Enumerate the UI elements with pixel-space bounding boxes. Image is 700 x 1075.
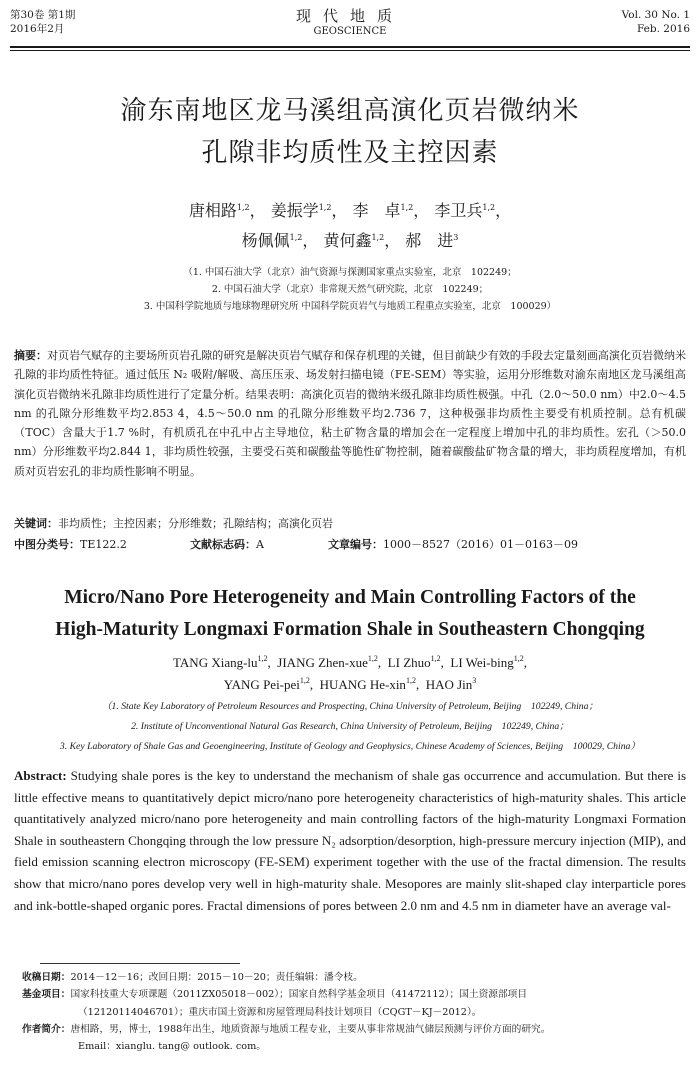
received-text: 2014－12－16；改回日期：2015－10－20；责任编辑：潘令枝。	[70, 972, 363, 983]
authors-en: TANG Xiang-lu$^{1,2}$, JIANG Zhen-xue$^{1,2}$, LI Zhuo$^{1,2}$, LI Wei-bing$^{1,2}$, YANG Pei-pei$^{1,2}$, HUANG He-xin$^{1,2}$, HAO Jin$^3$	[173, 654, 527, 692]
author-bio-text: 唐相路，男，博士，1988年出生，地质资源与地质工程专业，主要从事非常规油气储层预测与评价方面的研究。	[70, 1023, 551, 1035]
doc-code-label: 文献标志码：	[190, 538, 256, 551]
title-cn	[0, 90, 700, 174]
clc-label: 中图分类号：	[14, 538, 80, 551]
author-affil-mark: 1,2	[257, 654, 268, 663]
header-rule-thin	[10, 50, 690, 51]
authors-cn: 唐相路$^{1,2}$， 姜振学$^{1,2}$， 李 卓$^{1,2}$， 李卫兵$^{1,2}$， 杨佩佩$^{1,2}$， 黄何鑫$^{1,2}$， 郝 进$^3$	[188, 201, 512, 250]
clc-value: TE122.2	[80, 538, 127, 551]
author-cn: 姜振学	[270, 201, 319, 220]
author-en: TANG Xiang-lu	[173, 655, 258, 670]
classification-line	[14, 535, 686, 554]
author-affil-mark: 1,2	[299, 676, 310, 685]
header-rule-thick	[10, 46, 690, 48]
title-cn-line-1: 渝东南地区龙马溪组高演化页岩微纳米	[120, 96, 580, 126]
abstract-en-label: Abstract:	[14, 768, 67, 783]
fund-label: 基金项目：	[22, 989, 71, 1001]
author-affil-mark: 1,2	[236, 203, 250, 212]
affiliations-cn	[0, 264, 700, 315]
affiliation-cn: 2. 中国石油大学（北京）非常规天然气研究院，北京 102249；	[211, 284, 489, 295]
author-affil-mark: 1,2	[405, 676, 416, 685]
volume-issue-cn: 第30卷 第1期	[10, 9, 76, 21]
author-en: LI Zhuo	[387, 655, 431, 670]
author-cn: 杨佩佩	[241, 231, 290, 250]
author-affil-mark: 1,2	[400, 203, 414, 212]
volume-issue-en: Vol. 30 No. 1	[621, 9, 690, 21]
author-affil-mark: 1,2	[367, 654, 378, 663]
author-cn: 李卫兵	[434, 201, 483, 220]
received-label: 收稿日期：	[22, 972, 71, 983]
date-en: Feb. 2016	[636, 23, 690, 35]
author-cn: 李 卓	[352, 201, 401, 220]
author-en: HAO Jin	[425, 677, 473, 692]
footnotes	[22, 969, 682, 1055]
abstract-en	[14, 765, 686, 916]
fund-text-cont: （12120114046701）；重庆市国土资源和房屋管理局科技计划项目（CQGT－KJ－2012）。	[78, 1006, 482, 1018]
abstract-cn-text: 对页岩气赋存的主要场所页岩孔隙的研究是解决页岩气赋存和保存机理的关键，但目前缺少有效的手段去定量刻画高演化页岩微纳米孔隙的非均质性特征。通过低压 N₂ 吸附/解吸、高压压汞、场发射扫描电镜（FE-SEM）等实验，运用分形维数对渝东南地区龙马溪组高演化页岩微纳米孔隙非均质性进行了定量分析。结果表明：高演化页岩的微纳米级孔隙非均质性极强。中孔（2.0～50.0 nm）中2.0～4.5 nm 的孔隙分形维数平均2.853 4，4.5～50.0 nm 的孔隙分形维数平均2.736 7，这种极强非均质性主要受有机质控制。总有机碳（TOC）含量大于1.7 %时，有机质孔在中孔中占主导地位，粘土矿物含量的增加会在一定程度上增加中孔的非均质性。宏孔（＞50.0 nm）分形维数平均2.844 1，非均质性较强，主要受石英和碳酸盐等脆性矿物控制，随着碳酸盐矿物含量的增大，非均质程度增加，有机质对页岩宏孔的非均质性影响不明显。	[14, 349, 687, 478]
article-no-label: 文章编号：	[328, 538, 383, 551]
author-cn: 黄何鑫	[323, 231, 372, 250]
author-en: LI Wei-bing	[450, 655, 514, 670]
header-right	[622, 8, 690, 36]
abstract-cn-label: 摘要：	[14, 349, 48, 362]
affiliation-cn: 3. 中国科学院地质与地球物理研究所 中国科学院页岩气与地质工程重点实验室，北京 100029）	[143, 301, 557, 312]
author-affil-mark: 1,2	[289, 233, 303, 242]
date-cn: 2016年2月	[10, 23, 65, 35]
author-affil-mark: 3	[453, 233, 459, 242]
footnote-author	[22, 1021, 682, 1038]
author-affil-mark: 1,2	[482, 203, 496, 212]
article-no-value: 1000－8527（2016）01－0163－09	[383, 538, 578, 551]
journal-name-cn: 现代地质	[295, 7, 404, 25]
author-en: YANG Pei-pei	[223, 677, 300, 692]
footnote-received	[22, 969, 682, 986]
affiliation-en: 3. Key Laboratory of Shale Gas and Geoengineering, Institute of Geology and Geophysics, Chinese Academy of Sciences, Beijing 100029, China）	[59, 741, 641, 752]
affiliation-en: （1. State Key Laboratory of Petroleum Resources and Prospecting, China University of Petroleum, Beijing 102249, China；	[101, 701, 599, 712]
affiliation-cn: （1. 中国石油大学（北京）油气资源与探测国家重点实验室，北京 102249；	[183, 267, 517, 278]
keywords-label: 关键词：	[14, 517, 58, 530]
author-affil-mark: 1,2	[318, 203, 332, 212]
title-en-line-1: Micro/Nano Pore Heterogeneity and Main Controlling Factors of the	[64, 587, 636, 608]
author-en: JIANG Zhen-xue	[277, 655, 368, 670]
author-email: Email：xianglu. tang@ outlook. com。	[78, 1041, 266, 1053]
author-affil-mark: 1,2	[371, 233, 385, 242]
fund-text: 国家科技重大专项课题（2011ZX05018－002）；国家自然科学基金项目（41472112）；国土资源部项目	[70, 989, 528, 1001]
journal-name-en: GEOSCIENCE	[313, 26, 387, 37]
author-cn: 郝 进	[405, 231, 454, 250]
author-affil-mark: 1,2	[513, 654, 524, 663]
keywords-text: 非均质性；主控因素；分形维数；孔隙结构；高演化页岩	[58, 517, 333, 530]
abstract-cn	[14, 346, 686, 481]
footnote-rule	[40, 963, 240, 964]
title-en-line-2: High-Maturity Longmaxi Formation Shale in Southeastern Chongqing	[55, 619, 645, 640]
affiliations-en	[0, 697, 700, 757]
keywords-cn	[14, 514, 686, 533]
title-en	[0, 582, 700, 646]
footnote-fund	[22, 986, 682, 1003]
abstract-en-text: Studying shale pores is the key to understand the mechanism of shale gas occurrence and accumulation. But there is little effective means to quantitatively depict micro/nano pore heterogeneity characteristics of high-maturity shales. This article quantitatively analyzed micro/nano pore heterogeneity and main controlling factors of the high-maturity Longmaxi Formation Shale in southeastern Chongqing through the low pressure N₂ adsorption/desorption, high-pressure mercury injection (MIP), and field emission scanning electron microscopy (FE-SEM) experiment together with the use of the fractal dimension. The results show that micro/nano pores develop very well in high-maturity shale. Mesopores are mainly slit-shaped clay interparticle pores and ink-bottle-shaped organic pores. Fractal dimensions of pores between 2.0 nm and 4.5 nm in diameter have an average val-	[14, 768, 687, 913]
author-affil-mark: 3	[472, 676, 477, 685]
title-cn-line-2: 孔隙非均质性及主控因素	[201, 138, 499, 168]
author-bio-label: 作者简介：	[22, 1023, 71, 1035]
author-affil-mark: 1,2	[430, 654, 441, 663]
affiliation-en: 2. Institute of Unconventional Natural Gas Research, China University of Petroleum, Beijing 102249, China；	[131, 721, 569, 732]
header-center	[0, 6, 700, 38]
author-cn: 唐相路	[188, 201, 237, 220]
author-en: HUANG He-xin	[319, 677, 406, 692]
doc-code-value: A	[256, 538, 264, 551]
